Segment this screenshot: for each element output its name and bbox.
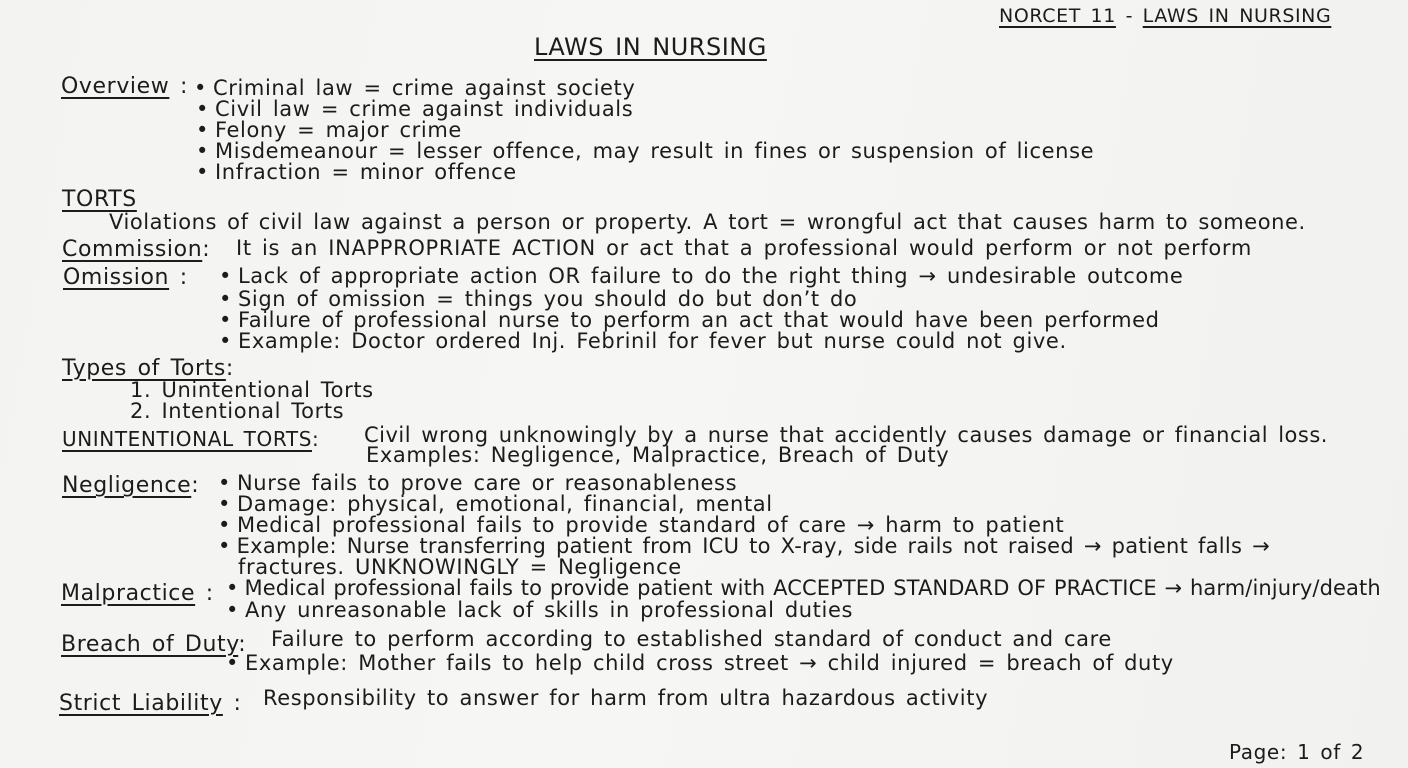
negligence-bullet-4: • Example: Nurse transferring patient from ICU to X-ray, side rails not raised → patient falls → xyxy=(218,534,1270,558)
header-tag-separator: - xyxy=(1125,5,1134,27)
overview-bullet-3: • Felony = major crime xyxy=(196,118,462,142)
header-tag-right: LAWS IN NURSING xyxy=(1142,5,1332,27)
commission-label: Commission: xyxy=(62,237,211,262)
malpractice-label-text: Malpractice xyxy=(61,581,196,606)
commission-definition: It is an INAPPROPRIATE ACTION or act that a professional would perform or not perform xyxy=(236,236,1252,260)
overview-label: Overview : xyxy=(61,74,188,99)
omission-bullet-3: • Failure of professional nurse to perform an act that would have been performed xyxy=(219,308,1160,332)
omission-label: Omission : xyxy=(63,265,188,290)
malpractice-bullet-1: • Medical professional fails to provide patient with ACCEPTED STANDARD OF PRACTICE → harm/injury/death xyxy=(226,576,1381,600)
negligence-continuation: fractures. UNKNOWINGLY = Negligence xyxy=(238,555,682,579)
breach-of-duty-bullet: • Example: Mother fails to help child cross street → child injured = breach of duty xyxy=(226,651,1174,675)
negligence-bullet-3: • Medical professional fails to provide standard of care → harm to patient xyxy=(218,513,1064,537)
commission-label-text: Commission xyxy=(62,237,203,262)
strict-liability-label: Strict Liability : xyxy=(59,691,242,716)
omission-bullet-1: • Lack of appropriate action OR failure to do the right thing → undesirable outcome xyxy=(219,264,1183,288)
overview-bullet-1: • Criminal law = crime against society xyxy=(194,76,635,100)
types-of-torts-label: Types of Torts: xyxy=(62,356,234,381)
breach-of-duty-label: Breach of Duty: xyxy=(61,632,247,657)
page-title: LAWS IN NURSING xyxy=(534,33,767,61)
omission-bullet-2: • Sign of omission = things you should do but don’t do xyxy=(219,287,857,311)
omission-bullet-4: • Example: Doctor ordered Inj. Febrinil for fever but nurse could not give. xyxy=(219,329,1067,353)
torts-definition: Violations of civil law against a person or property. A tort = wrongful act that causes harm to someone. xyxy=(109,210,1306,234)
unintentional-torts-examples: Examples: Negligence, Malpractice, Breach of Duty xyxy=(366,443,950,467)
header-tag xyxy=(999,4,1331,28)
negligence-label-text: Negligence xyxy=(62,473,192,498)
header-tag-left: NORCET 11 xyxy=(999,5,1116,27)
overview-label-text: Overview xyxy=(61,74,170,99)
malpractice-bullet-2: • Any unreasonable lack of skills in professional duties xyxy=(226,598,853,622)
unintentional-torts-label: UNINTENTIONAL TORTS: xyxy=(62,427,320,451)
overview-bullet-2: • Civil law = crime against individuals xyxy=(196,97,633,121)
unintentional-torts-label-text: UNINTENTIONAL TORTS xyxy=(62,427,312,451)
negligence-bullet-1: • Nurse fails to prove care or reasonableness xyxy=(218,471,737,495)
breach-of-duty-definition: Failure to perform according to established standard of conduct and care xyxy=(271,627,1112,651)
malpractice-label: Malpractice : xyxy=(61,581,214,606)
negligence-label: Negligence: xyxy=(62,473,200,498)
unintentional-torts-definition: Civil wrong unknowingly by a nurse that accidently causes damage or financial loss. xyxy=(364,423,1328,447)
overview-bullet-5: • Infraction = minor offence xyxy=(196,160,517,184)
strict-liability-definition: Responsibility to answer for harm from ultra hazardous activity xyxy=(263,686,989,710)
types-of-torts-label-text: Types of Torts xyxy=(62,356,226,381)
negligence-bullet-2: • Damage: physical, emotional, financial, mental xyxy=(218,492,773,516)
types-of-torts-item-1: 1. Unintentional Torts xyxy=(130,378,374,402)
torts-label: TORTS xyxy=(62,187,137,212)
strict-liability-label-text: Strict Liability xyxy=(59,691,223,716)
page-number: Page: 1 of 2 xyxy=(1229,740,1365,764)
omission-label-text: Omission xyxy=(63,265,170,290)
breach-of-duty-label-text: Breach of Duty xyxy=(61,632,239,657)
types-of-torts-item-2: 2. Intentional Torts xyxy=(130,399,345,423)
overview-bullet-4: • Misdemeanour = lesser offence, may result in fines or suspension of license xyxy=(196,139,1094,163)
